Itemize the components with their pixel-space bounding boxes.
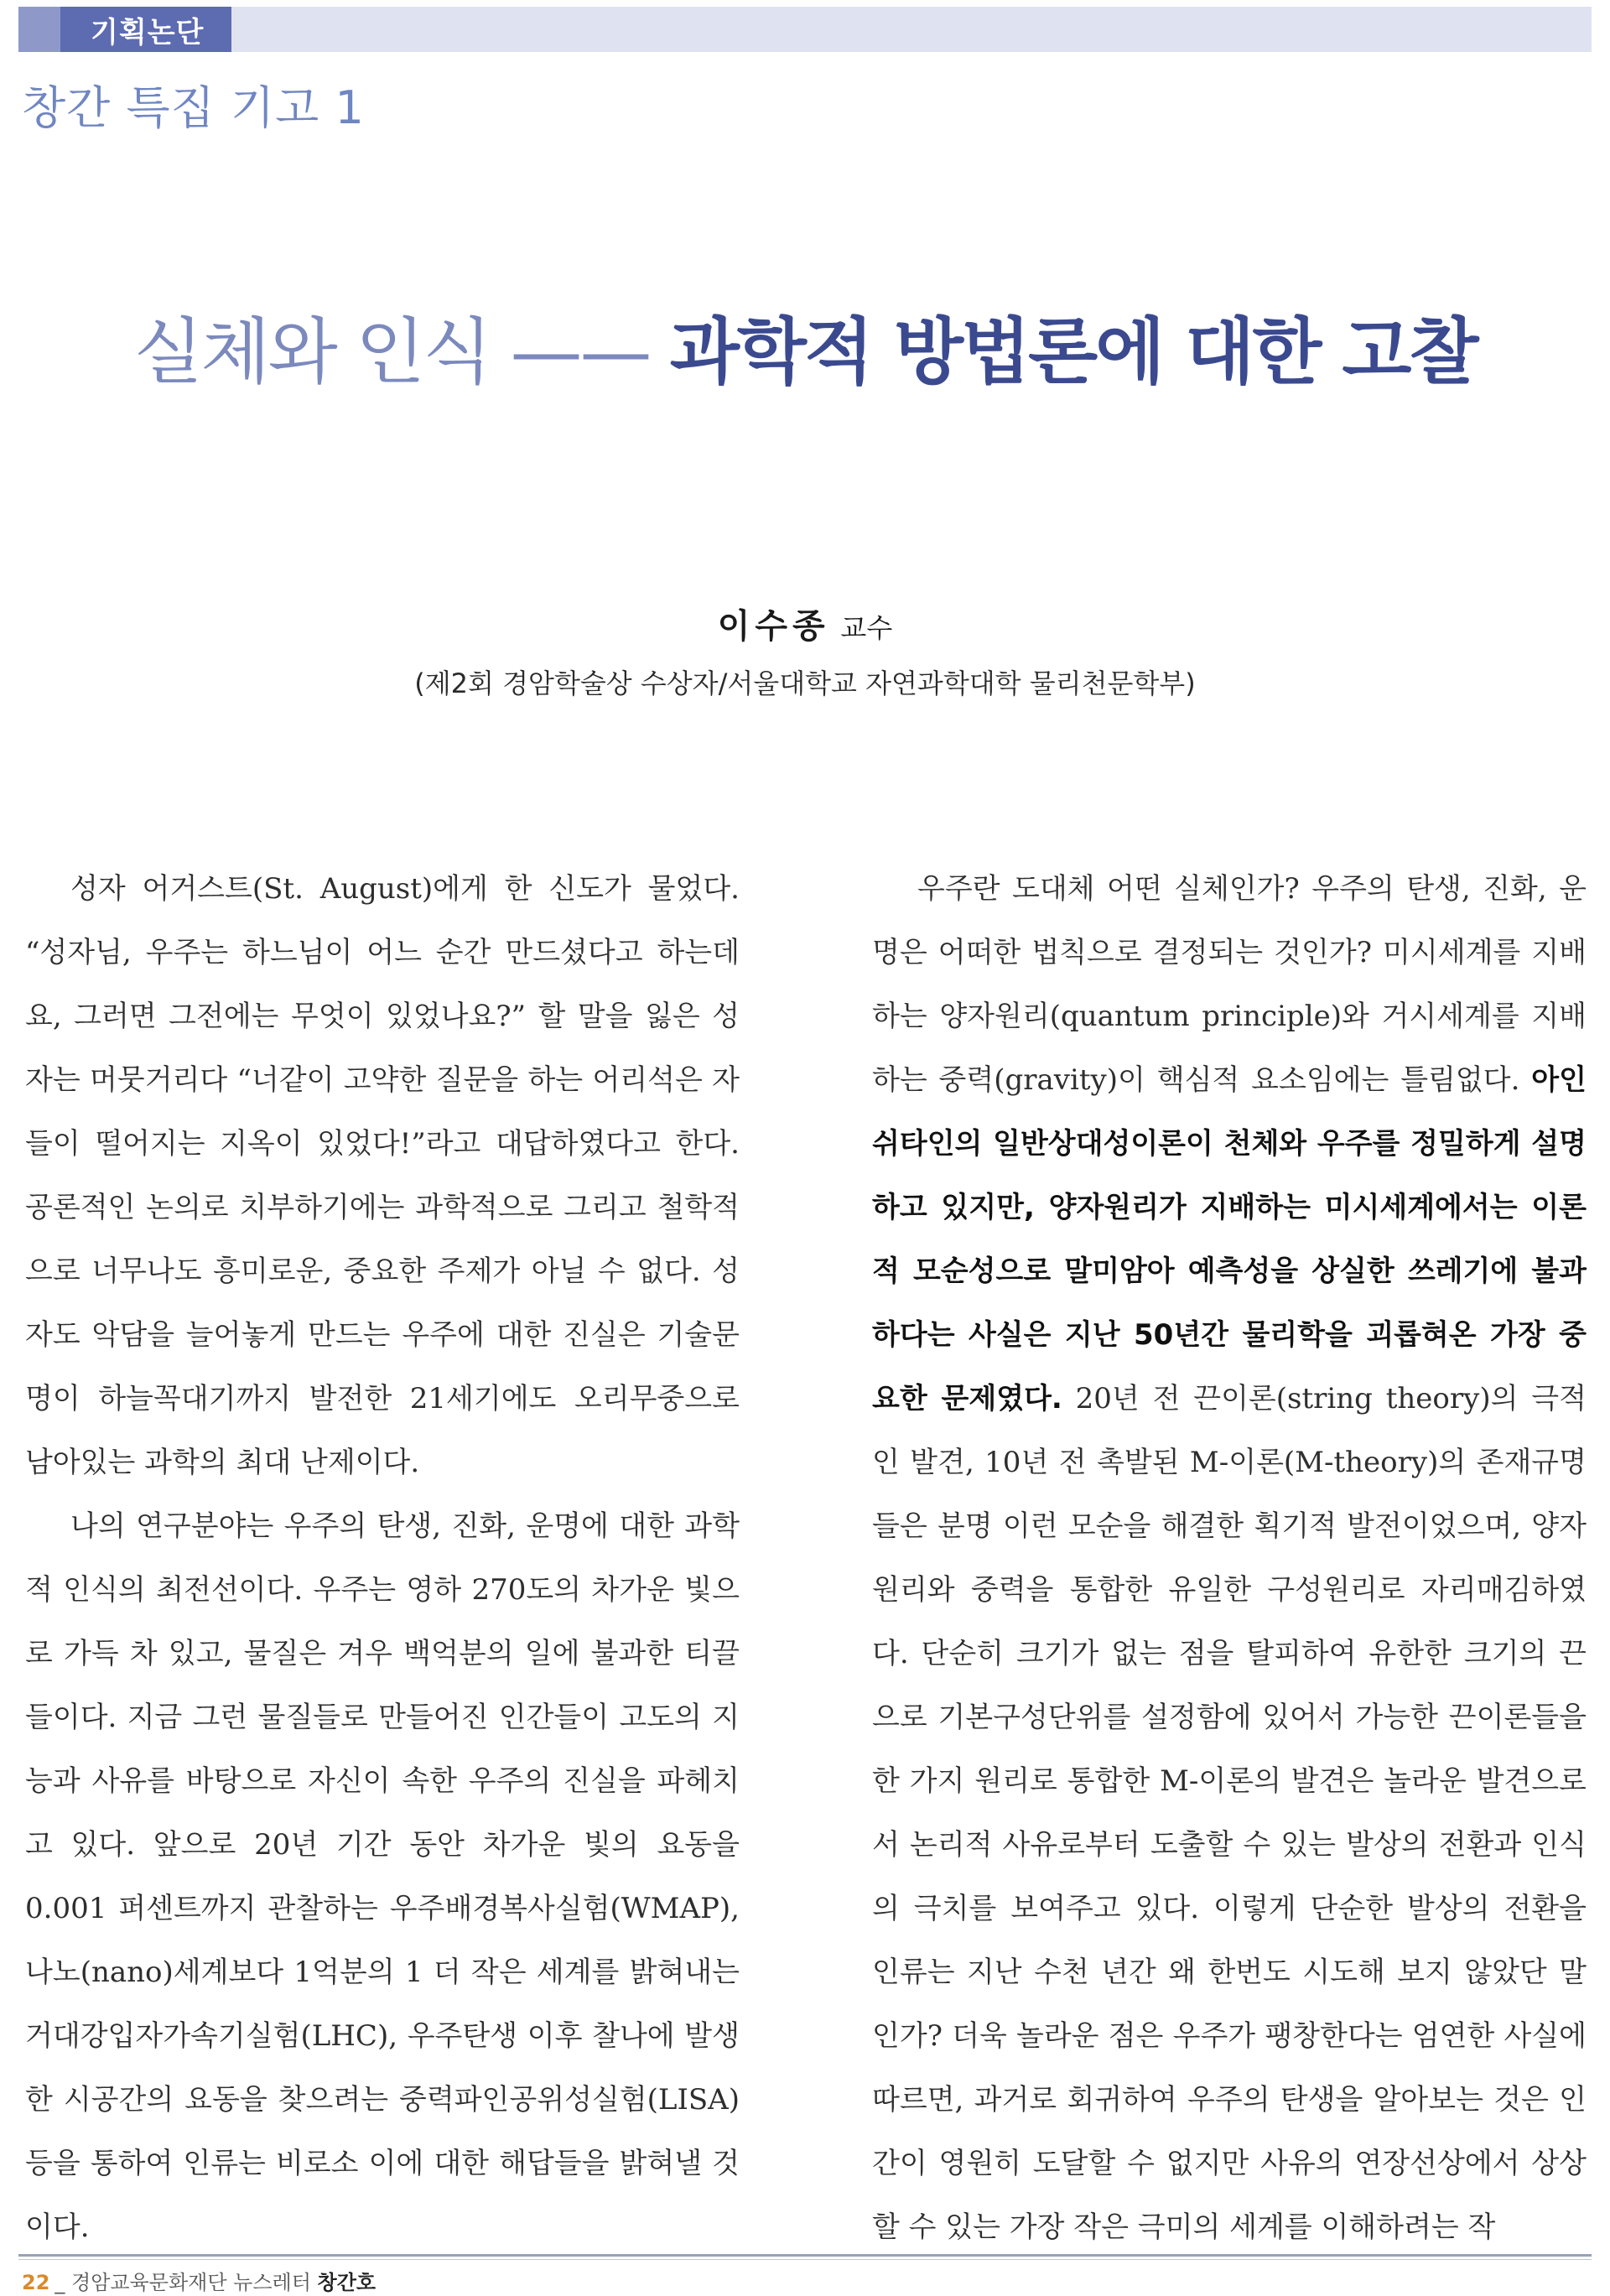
title-subtitle: 과학적 방법론에 대한 고찰 (669, 310, 1477, 394)
author-name: 이수종 (717, 607, 830, 646)
author-role: 교수 (840, 612, 893, 644)
page-footer (22, 2266, 376, 2295)
section-tab-accent (18, 7, 60, 52)
paragraph: 나의 연구분야는 우주의 탄생, 진화, 운명에 대한 과학적 인식의 최전선이다. 우주는 영하 270도의 차가운 빛으로 가득 차 있고, 물질은 겨우 백억분의 일에 불과한 티끌들이다. 지금 그런 물질들로 만들어진 인간들이 고도의 지능과 사유를 바탕으로 자신이 속한 우주의 진실을 파헤치고 있다. 앞으로 20년 기간 동안 차가운 빛의 요동을 0.001 퍼센트까지 관찰하는 우주배경복사실험(WMAP), 나노(nano)세계보다 1억분의 1 더 작은 세계를 밝혀내는 거대강입자가속기실험(LHC), 우주탄생 이후 찰나에 발생한 시공간의 요동을 찾으려는 중력파인공위성실험(LISA)등을 통하여 인류는 비로소 이에 대한 해답들을 밝혀낼 것이다. (25, 1509, 740, 2244)
left-column (25, 857, 740, 2259)
footer-rule-thin (18, 2259, 1592, 2260)
header-bar (18, 7, 1592, 52)
publication-name: 경암교육문화재단 뉴스레터 (71, 2271, 311, 2294)
paragraph (872, 857, 1587, 2259)
page-number: 22 (22, 2271, 50, 2294)
issue-label: 창간호 (317, 2271, 377, 2294)
paragraph-text: 우주란 도대체 어떤 실체인가? 우주의 탄생, 진화, 운명은 어떠한 법칙으로 결정되는 것인가? 미시세계를 지배하는 양자원리(quantum principle)와 거시세계를 지배하는 중력(gravity)이 핵심적 요소임에는 틀림없다. (872, 872, 1587, 1097)
title-dash: —— (490, 310, 670, 394)
footer-rule (18, 2254, 1592, 2257)
author-line (0, 600, 1610, 647)
paragraph: 성자 어거스트(St. August)에게 한 신도가 물었다. “성자님, 우주는 하느님이 어느 순간 만드셨다고 하는데요, 그러면 그전에는 무엇이 있었나요?” 할 말을 잃은 성자는 머뭇거리다 “너같이 고약한 질문을 하는 어리석은 자들이 떨어지는 지옥이 있었다!”라고 대답하였다고 한다. 공론적인 논의로 치부하기에는 과학적으로 그리고 철학적으로 너무나도 흥미로운, 중요한 주제가 아닐 수 없다. 성자도 악담을 늘어놓게 만드는 우주에 대한 진실은 기술문명이 하늘꼭대기까지 발전한 21세기에도 오리무중으로 남아있는 과학의 최대 난제이다. (25, 872, 740, 1479)
paragraph-text: 20년 전 끈이론(string theory)의 극적인 발견, 10년 전 촉발된 M-이론(M-theory)의 존재규명들은 분명 이런 모순을 해결한 획기적 발전이었으며, 양자원리와 중력을 통합한 유일한 구성원리로 자리매김하였다. 단순히 크기가 없는 점을 탈피하여 유한한 크기의 끈으로 기본구성단위를 설정함에 있어서 가능한 끈이론들을 한 가지 원리로 통합한 M-이론의 발견은 놀라운 발견으로서 논리적 사유로부터 도출할 수 있는 발상의 전환과 인식의 극치를 보여주고 있다. 이렇게 단순한 발상의 전환을 인류는 지난 수천 년간 왜 한번도 시도해 보지 않았단 말인가? 더욱 놀라운 점은 우주가 팽창한다는 엄연한 사실에 따르면, 과거로 회귀하여 우주의 탄생을 알아보는 것은 인간이 영원히 도달할 수 없지만 사유의 연장선상에서 상상할 수 있는 가장 작은 극미의 세계를 이해하려는 작 (872, 1382, 1587, 2244)
footer-separator: _ (55, 2271, 65, 2294)
right-column (872, 857, 1587, 2259)
title-main: 실체와 인식 (133, 310, 491, 394)
article-title (0, 293, 1610, 397)
feature-label: 창간 특집 기고 1 (22, 81, 365, 134)
emphasized-text: 아인쉬타인의 일반상대성이론이 천체와 우주를 정밀하게 설명하고 있지만, 양자원리가 지배하는 미시세계에서는 이론적 모순성으로 말미암아 예측성을 상실한 쓰레기에 불과하다는 사실은 지난 50년간 물리학을 괴롭혀온 가장 중요한 문제였다. (872, 1063, 1587, 1416)
section-label: 기획논단 (91, 15, 205, 49)
author-affiliation: (제2회 경암학술상 수상자/서울대학교 자연과학대학 물리천문학부) (414, 668, 1196, 699)
